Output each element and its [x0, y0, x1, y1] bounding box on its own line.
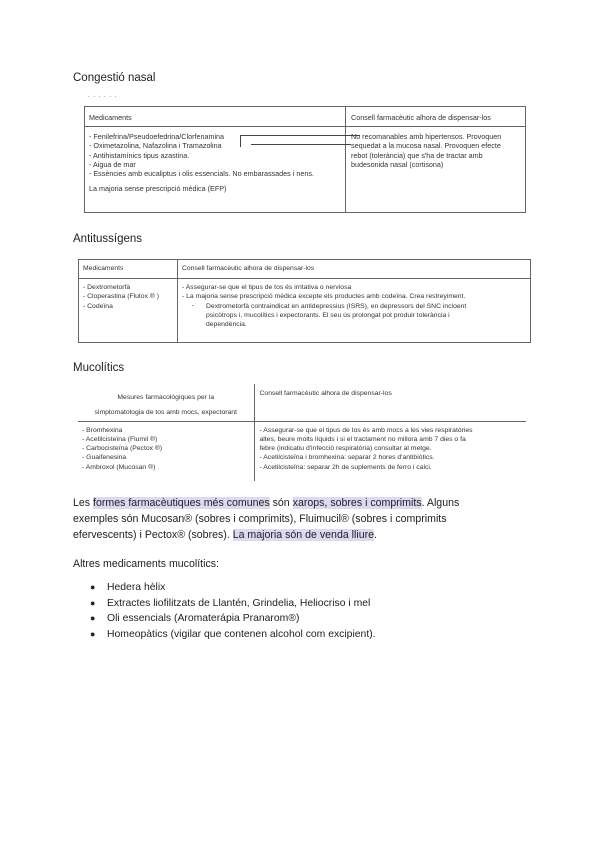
med-line: - Bromhexina	[82, 426, 123, 434]
advice-line: - La majoria sense prescripció mèdica excepte els productes amb codeïna. Crea restreyiment.	[182, 293, 466, 301]
table-header-medicaments: Medicaments	[79, 260, 178, 279]
section-title-mucolitics: Mucolítics	[73, 362, 125, 374]
list-item-text: Homeopàtics (vigilar que contenen alcohol com excipient).	[107, 628, 376, 640]
bullet-icon: ●	[90, 628, 96, 639]
med-line: - Essències amb eucaliptus i olis essencials. No embarassades i nens.	[89, 169, 314, 179]
advice-line: No recomanables amb hipertensos. Provoquen	[351, 132, 502, 141]
med-line: - Aigua de mar	[89, 159, 136, 169]
table-header-consell: Consell farmacèutic alhora de dispensar-los	[346, 107, 526, 127]
para-highlight: La majoria són de venda lliure	[232, 529, 375, 541]
advice-line: rebot (tolerància) que s'ha de tractar amb	[351, 150, 483, 160]
table-cell-medicaments	[85, 127, 346, 213]
advice-line: - Assegurar-se que el tipus de tos és irritativa o nerviosa	[182, 284, 352, 291]
advice-line: sequedat a la mucosa nasal. Provoquen efecte	[351, 141, 501, 151]
section-title-antitussigens: Antitussígens	[73, 233, 143, 245]
list-item	[73, 627, 553, 643]
bullet-icon: ●	[90, 613, 96, 623]
table-cell-medicaments	[78, 421, 254, 481]
med-line: - Carbocisteïna (Pectox ®)	[82, 445, 163, 453]
para-text: .	[374, 529, 377, 541]
others-list	[73, 580, 553, 642]
table-antitussigens	[78, 259, 531, 343]
med-line-footnote: La majoria sense prescripció mèdica (EFP)	[89, 184, 227, 194]
med-line: - Guaifenesina	[82, 454, 127, 462]
advice-line: - Acetilcisteïna i bromhexina: separar 2 hores d'antibiòtics.	[259, 454, 435, 462]
bullet-icon: ●	[90, 582, 96, 592]
table-header-consell: Consell farmacèutic alhora de dispensar-los	[254, 384, 526, 421]
med-line: - Ambroxol (Mucosan ®)	[82, 463, 156, 471]
advice-subline: psicòtrops i, mucolítics i expectorants. El seu ús prolongat pot produir tolerància i	[206, 311, 450, 319]
table-cell-medicaments	[79, 279, 178, 343]
header-line: Mesures farmacològiques per la	[117, 394, 215, 401]
para-text: efervescents) i Pectox® (sobres).	[73, 529, 233, 541]
advice-line: - Assegurar-se que el tipus de tos és amb mocs a les vies respiratòries	[259, 426, 473, 434]
bracket-mark	[251, 144, 351, 152]
table-mucolitics	[78, 384, 526, 481]
table-congestio	[84, 106, 526, 213]
paragraph-formes	[73, 495, 543, 543]
advice-sublist	[182, 302, 526, 330]
para-text: Les	[73, 497, 94, 509]
scribble-marks: . . . . . .	[88, 93, 118, 99]
med-line: - Codeïna	[83, 302, 113, 310]
med-line: - Oximetazolina, Nafazolina i Tramazolina	[89, 141, 222, 151]
advice-subline: Dextrometorfà contraindicat en antidepressius (ISRS), en depressors del SNC incloent	[206, 302, 467, 310]
para-highlight: formes farmacèutiques més comunes	[93, 497, 270, 509]
sub-dash: -	[192, 301, 195, 309]
advice-line: febre (indicatiu d'infecció respiratòria) consultar al metge.	[259, 445, 432, 453]
med-line: - Fenilefrina/Pseudoefedrina/Clorfenamina	[89, 132, 225, 141]
bullet-icon: ●	[90, 597, 96, 608]
med-line: - Acetilcisteïna (Flumil ®)	[82, 435, 158, 443]
table-cell-consell	[254, 421, 526, 481]
section-title-congestio: Congestió nasal	[73, 72, 156, 84]
table-header-mesures	[78, 384, 254, 421]
advice-line: altes, beure molts líquids i si el tractament no millora amb 7 dies o fa	[259, 435, 466, 443]
med-line: - Dextrometorfà	[83, 284, 131, 291]
advice-subline: dependència.	[206, 321, 247, 329]
para-text: . Alguns	[421, 497, 460, 509]
advice-line: budesonida nasal (cortisona)	[351, 159, 444, 169]
table-cell-consell	[346, 127, 526, 213]
table-header-consell: Consell farmacèutic alhora de dispensar-los	[178, 260, 531, 279]
list-item-text: Oli essencials (Aromaterápia Pranarom®)	[107, 613, 300, 624]
list-item-text: Extractes liofilitzats de Llantén, Grindelia, Heliocriso i mel	[107, 597, 371, 609]
table-header-medicaments: Medicaments	[85, 107, 346, 127]
list-item	[73, 596, 553, 612]
med-line: - Cloperastina (Flutox ® )	[83, 293, 160, 301]
para-text: són	[269, 497, 293, 509]
advice-line: - Acetilcisteïna: separar 2h de suplements de ferro i calci.	[259, 463, 432, 471]
para-line: exemples són Mucosan® (sobres i comprimits), Fluimucil® (sobres i comprimits	[73, 513, 447, 525]
others-title: Altres medicaments mucolítics:	[73, 558, 220, 570]
list-item	[73, 611, 553, 627]
list-item	[73, 580, 553, 596]
header-line: simptomatologia de tos amb mocs, expectorant	[94, 409, 237, 416]
list-item-text: Hedera hèlix	[107, 582, 166, 593]
para-highlight: xarops, sobres i comprimits	[292, 497, 422, 509]
table-cell-consell	[178, 279, 531, 343]
med-line: - Antihistamínics tipus azastina.	[89, 150, 190, 160]
